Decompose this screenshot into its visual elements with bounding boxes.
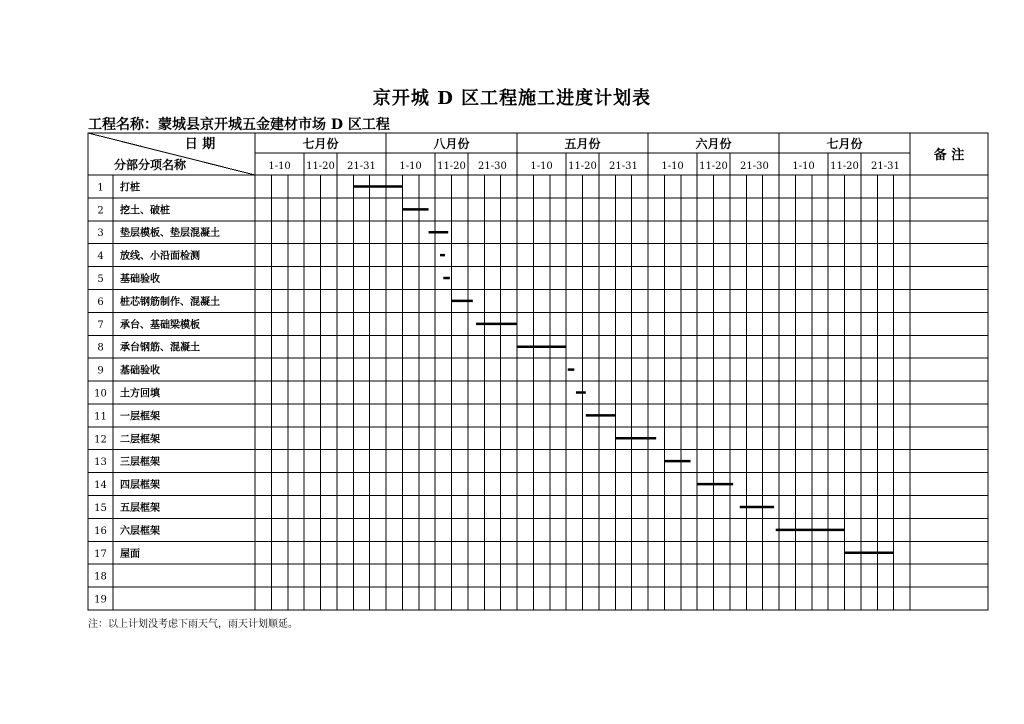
month-header: 七月份	[826, 137, 863, 151]
task-name: 屋面	[120, 548, 140, 560]
table-grid	[88, 133, 988, 610]
task-name: 四层框架	[120, 480, 160, 492]
period-header: 1-10	[661, 161, 684, 172]
task-name: 打桩	[120, 182, 140, 194]
row-number: 1	[97, 182, 104, 194]
task-name: 三层框架	[120, 457, 160, 469]
row-number: 9	[97, 365, 104, 377]
page-title: 京开城 D 区工程施工进度计划表	[372, 88, 652, 109]
row-number: 13	[94, 457, 107, 469]
task-name: 一层框架	[120, 411, 160, 423]
task-name: 六层框架	[120, 525, 160, 537]
task-name: 放线、小沿面检测	[120, 251, 200, 263]
row-number: 11	[94, 411, 107, 423]
period-header: 21-30	[478, 161, 507, 172]
row-number: 19	[94, 594, 107, 606]
period-header: 21-30	[740, 161, 769, 172]
table-text	[94, 136, 964, 606]
row-number: 10	[94, 388, 107, 400]
project-name: 工程名称：蒙城县京开城五金建材市场 D 区工程	[88, 117, 390, 133]
task-name: 桩芯钢筋制作、混凝土	[120, 296, 220, 308]
period-header: 11-20	[699, 161, 728, 172]
task-name: 基础验收	[120, 274, 160, 286]
row-number: 7	[97, 319, 104, 331]
period-header: 21-31	[609, 161, 638, 172]
task-name: 五层框架	[120, 502, 160, 514]
period-header: 11-20	[306, 161, 335, 172]
row-number: 3	[97, 228, 104, 240]
row-number: 8	[97, 342, 104, 354]
period-header: 1-10	[268, 161, 291, 172]
row-number: 12	[94, 434, 107, 446]
period-header: 1-10	[530, 161, 553, 172]
gantt-bars	[353, 186, 893, 552]
task-name: 挖土、破桩	[120, 205, 170, 217]
period-header: 21-31	[871, 161, 900, 172]
row-number: 15	[94, 502, 107, 514]
period-header: 1-10	[399, 161, 422, 172]
remarks-header: 备 注	[933, 148, 965, 163]
row-number: 2	[97, 205, 104, 217]
period-header: 11-20	[568, 161, 597, 172]
task-name: 承台钢筋、混凝土	[120, 342, 200, 354]
period-header: 11-20	[437, 161, 466, 172]
row-number: 6	[97, 296, 104, 308]
month-header: 八月份	[433, 137, 470, 151]
row-number: 17	[94, 548, 107, 560]
date-label: 日 期	[184, 137, 216, 152]
month-header: 六月份	[695, 137, 732, 151]
task-name: 基础验收	[120, 365, 160, 377]
row-number: 16	[94, 525, 107, 537]
row-number: 5	[97, 274, 104, 286]
task-name: 土方回填	[120, 388, 160, 400]
task-name: 二层框架	[120, 434, 160, 446]
period-header: 1-10	[792, 161, 815, 172]
month-header: 七月份	[302, 137, 339, 151]
month-header: 五月份	[564, 137, 601, 151]
table-border	[88, 133, 988, 610]
row-number: 14	[94, 480, 107, 492]
item-label: 分部分项名称	[113, 158, 187, 172]
row-number: 18	[94, 571, 107, 583]
task-name: 承台、基础梁模板	[120, 319, 200, 331]
task-name: 垫层模板、垫层混凝土	[120, 228, 220, 240]
period-header: 21-31	[347, 161, 376, 172]
footnote: 注：以上计划没考虑下雨天气，雨天计划顺延。	[88, 619, 298, 630]
row-number: 4	[97, 251, 104, 263]
period-header: 11-20	[830, 161, 859, 172]
